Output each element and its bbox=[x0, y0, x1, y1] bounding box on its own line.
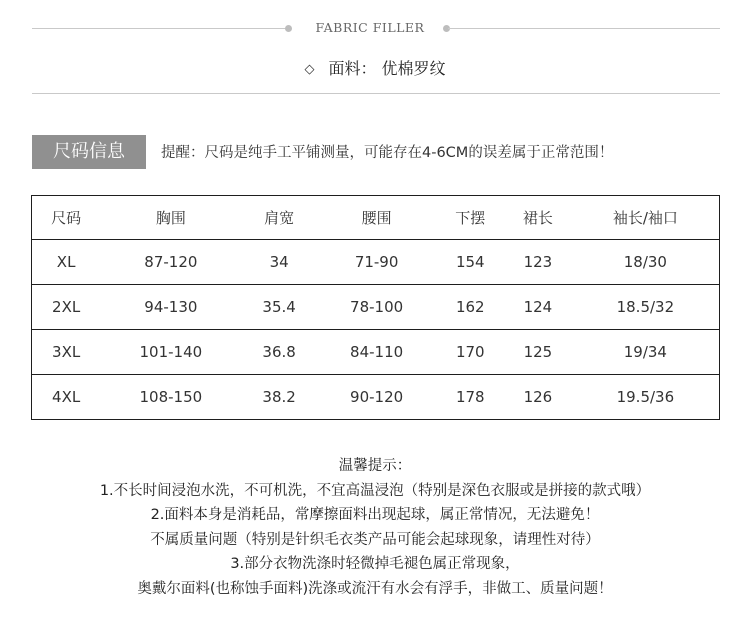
cell-size: 3XL bbox=[32, 330, 101, 375]
cell-sleeve: 19.5/36 bbox=[572, 375, 720, 420]
header-waist: 腰围 bbox=[317, 196, 437, 240]
cell-shoulder: 36.8 bbox=[241, 330, 316, 375]
diamond-icon: ◇ bbox=[304, 62, 315, 77]
fabric-title: FABRIC FILLER bbox=[315, 20, 425, 35]
table-row bbox=[32, 285, 720, 330]
table-row bbox=[32, 375, 720, 420]
cell-waist: 78-100 bbox=[317, 285, 437, 330]
header-shoulder: 肩宽 bbox=[241, 196, 316, 240]
divider-line bbox=[32, 28, 287, 29]
tips-line: 奥戴尔面料(也称蚀手面料)洗涤或流汗有水会有浮手，非做工、质量问题！ bbox=[137, 580, 613, 597]
fabric-section bbox=[0, 0, 750, 100]
table-row bbox=[32, 240, 720, 285]
fabric-text: 面料： 优棉罗纹 bbox=[328, 59, 446, 78]
tips-title: 温馨提示： bbox=[338, 458, 412, 474]
header-sleeve: 袖长/袖口 bbox=[572, 196, 720, 240]
cell-waist: 90-120 bbox=[317, 375, 437, 420]
cell-dress-length: 126 bbox=[504, 375, 572, 420]
tips-line: 2.面料本身是消耗品，常摩擦面料出现起球，属正常情况，无法避免！ bbox=[150, 507, 600, 523]
size-table bbox=[31, 195, 720, 420]
care-tips bbox=[0, 454, 750, 601]
cell-dress-length: 123 bbox=[504, 240, 572, 285]
tips-line: 1.不长时间浸泡水洗，不可机洗，不宜高温浸泡（特别是深色衣服或是拼接的款式哦） bbox=[99, 482, 651, 499]
cell-sleeve: 19/34 bbox=[572, 330, 720, 375]
cell-waist: 84-110 bbox=[317, 330, 437, 375]
divider-line bbox=[448, 28, 720, 29]
header-size: 尺码 bbox=[32, 196, 101, 240]
cell-dress-length: 124 bbox=[504, 285, 572, 330]
fabric-row bbox=[0, 56, 750, 79]
cell-sleeve: 18/30 bbox=[572, 240, 720, 285]
table-row bbox=[32, 330, 720, 375]
cell-chest: 94-130 bbox=[100, 285, 241, 330]
cell-hem: 178 bbox=[436, 375, 504, 420]
cell-size: 4XL bbox=[32, 375, 101, 420]
cell-waist: 71-90 bbox=[317, 240, 437, 285]
divider-dot bbox=[285, 25, 292, 32]
cell-size: XL bbox=[32, 240, 101, 285]
cell-hem: 162 bbox=[436, 285, 504, 330]
size-info-header bbox=[32, 135, 722, 169]
header-hem: 下摆 bbox=[436, 196, 504, 240]
header-dress-length: 裙长 bbox=[504, 196, 572, 240]
cell-shoulder: 35.4 bbox=[241, 285, 316, 330]
measurement-notice: 提醒：尺码是纯手工平铺测量，可能存在4-6CM的误差属于正常范围！ bbox=[161, 145, 614, 161]
cell-chest: 108-150 bbox=[100, 375, 241, 420]
table-header-row bbox=[32, 196, 720, 240]
cell-dress-length: 125 bbox=[504, 330, 572, 375]
cell-chest: 101-140 bbox=[100, 330, 241, 375]
size-info-tab: 尺码信息 bbox=[32, 135, 146, 169]
tips-line: 不属质量问题（特别是针织毛衣类产品可能会起球现象，请理性对待） bbox=[150, 531, 600, 548]
cell-shoulder: 34 bbox=[241, 240, 316, 285]
header-chest: 胸围 bbox=[100, 196, 241, 240]
cell-sleeve: 18.5/32 bbox=[572, 285, 720, 330]
cell-size: 2XL bbox=[32, 285, 101, 330]
divider-line bbox=[32, 93, 720, 94]
tips-line: 3.部分衣物洗涤时轻微掉毛褪色属正常现象， bbox=[230, 556, 520, 572]
cell-chest: 87-120 bbox=[100, 240, 241, 285]
cell-shoulder: 38.2 bbox=[241, 375, 316, 420]
cell-hem: 154 bbox=[436, 240, 504, 285]
cell-hem: 170 bbox=[436, 330, 504, 375]
